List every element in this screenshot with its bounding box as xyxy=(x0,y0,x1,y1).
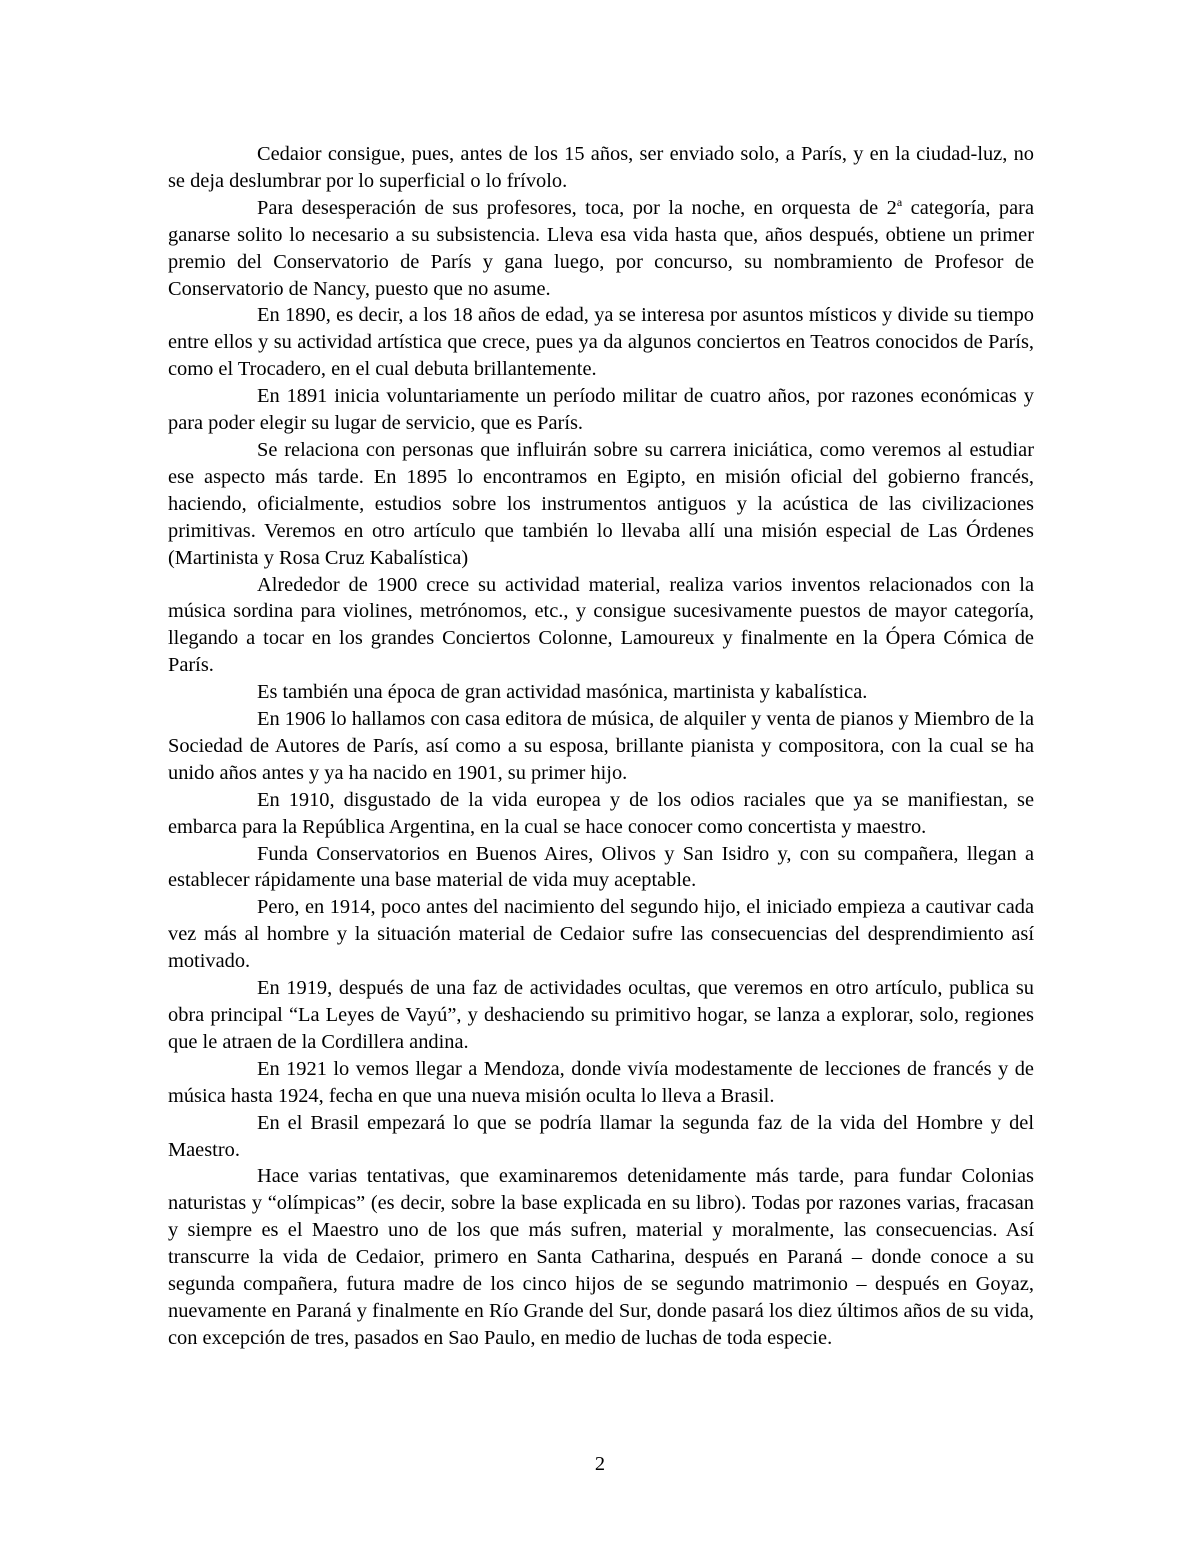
paragraph: En 1890, es decir, a los 18 años de edad, ya se interesa por asuntos místicos y divide su tiempo entre ellos y su actividad artística que crece, pues ya da algunos conciertos en Teatros conocidos de París, como el Trocadero, en el cual debuta brillantemente. xyxy=(168,304,1034,381)
paragraph: En 1919, después de una faz de actividades ocultas, que veremos en otro artículo, publica su obra principal “La Leyes de Vayú”, y deshaciendo su primitivo hogar, se lanza a explorar, solo, regiones que le atraen de la Cordillera andina. xyxy=(168,977,1034,1053)
paragraph-text: Para desesperación de sus profesores, toca, por la noche, en orquesta de 2 xyxy=(257,196,897,219)
paragraph: Cedaior consigue, pues, antes de los 15 años, ser enviado solo, a París, y en la ciudad-luz, no se deja deslumbrar por lo superficial o lo frívolo. xyxy=(168,143,1034,192)
paragraph: Pero, en 1914, poco antes del nacimiento del segundo hijo, el iniciado empieza a cautivar cada vez más al hombre y la situación material de Cedaior sufre las consecuencias del desprendimiento así motivado. xyxy=(168,896,1034,973)
document-body xyxy=(168,141,1034,1352)
paragraph-text-continued: categoría, para ganarse solito lo necesario a su subsistencia. Lleva esa vida hasta que, años después, obtiene un primer premio del Conservatorio de París y gana luego, por concurso, su nombramiento de Profesor de Conservatorio de Nancy, puesto que no asume. xyxy=(168,196,1034,300)
paragraph: En 1891 inicia voluntariamente un período militar de cuatro años, por razones económicas y para poder elegir su lugar de servicio, que es París. xyxy=(168,385,1034,435)
paragraph: En 1906 lo hallamos con casa editora de música, de alquiler y venta de pianos y Miembro de la Sociedad de Autores de París, así como a su esposa, brillante pianista y compositora, con la cual se ha unido años antes y ya ha nacido en 1901, su primer hijo. xyxy=(168,708,1034,784)
paragraph: Alrededor de 1900 crece su actividad material, realiza varios inventos relacionados con la música sordina para violines, metrónomos, etc., y consigue sucesivamente puestos de mayor categoría, llegando a tocar en los grandes Conciertos Colonne, Lamoureux y finalmente en la Ópera Cómica de París. xyxy=(168,573,1034,677)
paragraph: En el Brasil empezará lo que se podría llamar la segunda faz de la vida del Hombre y del Maestro. xyxy=(168,1111,1034,1161)
page-number: 2 xyxy=(594,1453,606,1475)
paragraph: Hace varias tentativas, que examinaremos detenidamente más tarde, para fundar Colonias naturistas y “olímpicas” (es decir, sobre la base explicada en su libro). Todas por razones varias, fracasan y siempre es el Maestro uno de los que más sufren, material y moralmente, las consecuencias. Así transcurre la vida de Cedaior, primero en Santa Catharina, después en Paraná – donde conoce a su segunda compañera, futura madre de los cinco hijos de se segundo matrimonio – después en Goyaz, nuevamente en Paraná y finalmente en Río Grande del Sur, donde pasará los diez últimos años de su vida, con excepción de tres, pasados en Sao Paulo, en medio de luchas de toda especie. xyxy=(168,1165,1034,1349)
paragraph: Funda Conservatorios en Buenos Aires, Olivos y San Isidro y, con su compañera, llegan a establecer rápidamente una base material de vida muy aceptable. xyxy=(168,842,1034,892)
paragraph: Se relaciona con personas que influirán sobre su carrera iniciática, como veremos al estudiar ese aspecto más tarde. En 1895 lo encontramos en Egipto, en misión oficial del gobierno francés, haciendo, oficialmente, estudios sobre los instrumentos antiguos y la acústica de las civilizaciones primitivas. Veremos en otro artículo que también lo llevaba allí una misión especial de Las Órdenes (Martinista y Rosa Cruz Kabalística) xyxy=(168,438,1034,569)
paragraph: En 1910, disgustado de la vida europea y de los odios raciales que ya se manifiestan, se embarca para la República Argentina, en la cual se hace conocer como concertista y maestro. xyxy=(168,788,1034,838)
ordinal-superscript: a xyxy=(896,195,903,210)
paragraph xyxy=(168,195,1034,303)
paragraph: En 1921 lo vemos llegar a Mendoza, donde vivía modestamente de lecciones de francés y de música hasta 1924, fecha en que una nueva misión oculta lo lleva a Brasil. xyxy=(168,1057,1034,1107)
paragraph: Es también una época de gran actividad masónica, martinista y kabalística. xyxy=(257,681,868,704)
